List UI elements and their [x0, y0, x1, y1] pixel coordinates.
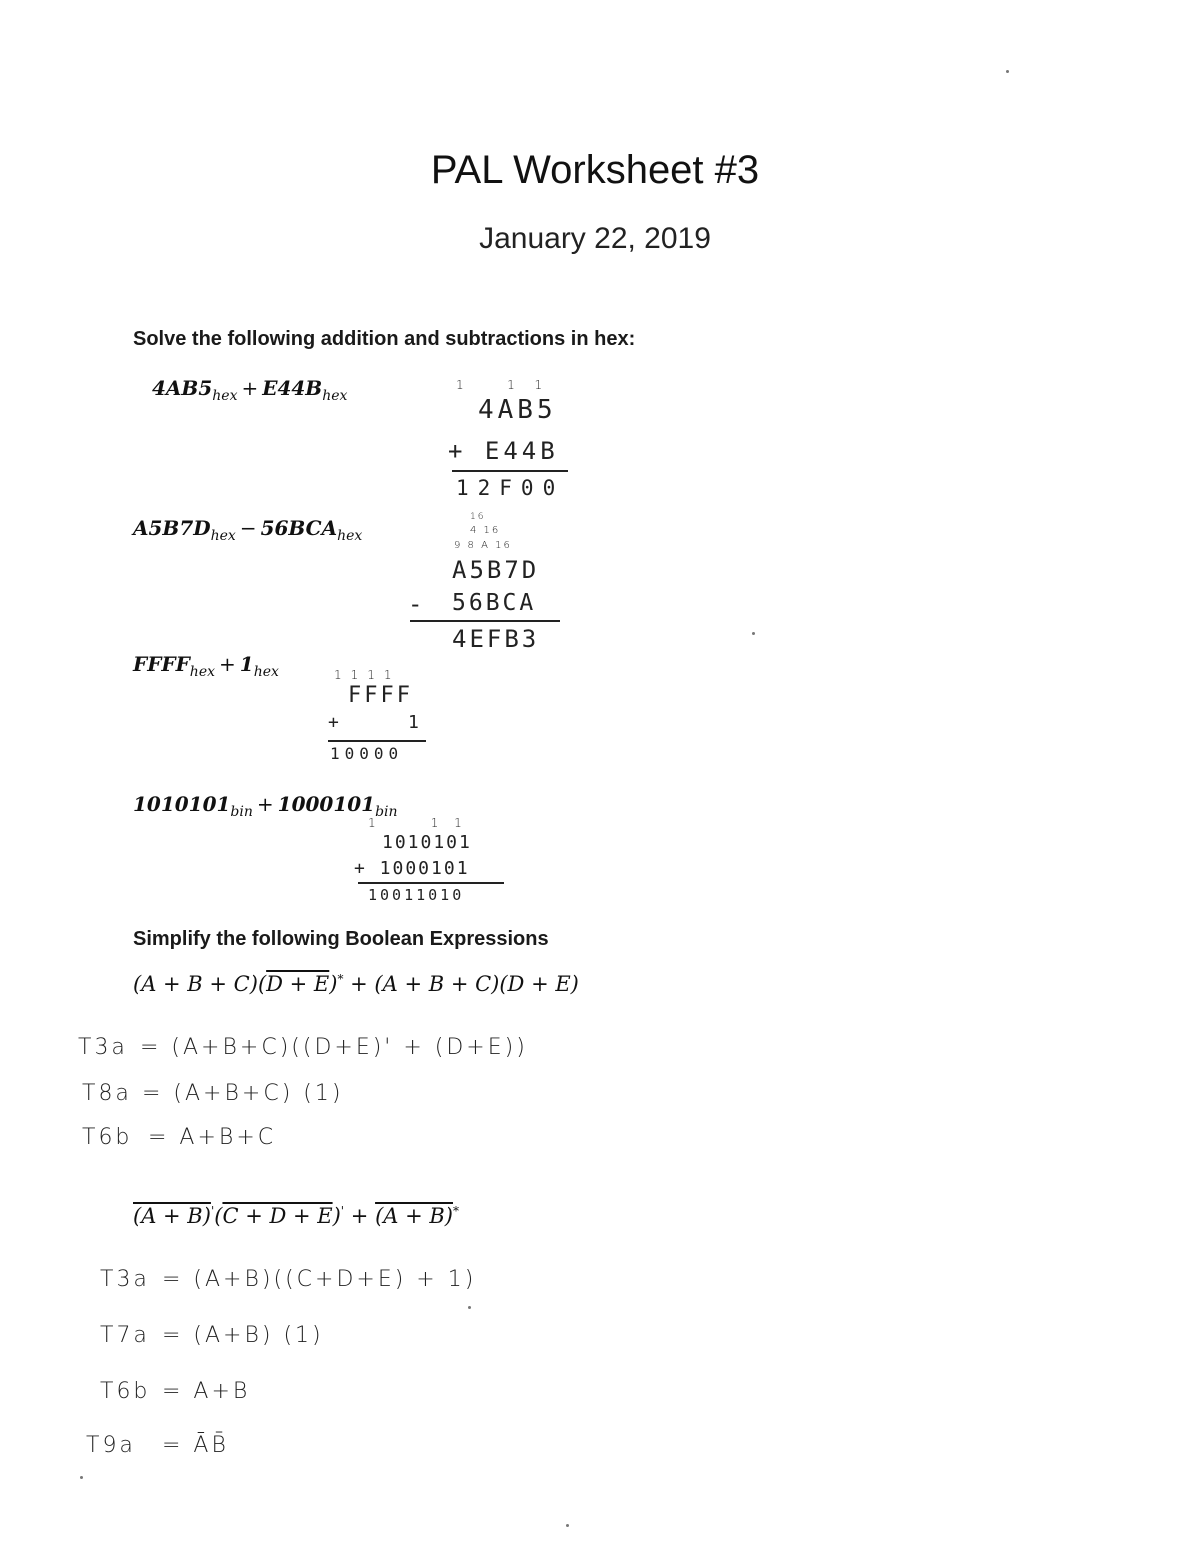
problem-3-b: 1 [239, 652, 254, 676]
problem-4-a-sub: bin [230, 804, 253, 820]
expr-1-step-2 [62, 1056, 343, 1106]
section-heading-boolean: Simplify the following Boolean Expressions [133, 928, 549, 950]
expr-2-prime-3: * [453, 1204, 459, 1218]
expr-2-step-2 [80, 1298, 324, 1348]
expr-2-step-4-text: = ĀB̄ [162, 1433, 229, 1458]
problem-1-top: 4AB5 [478, 395, 557, 425]
problem-4-top: 1010101 [382, 832, 472, 853]
expr-1-step-1 [58, 1010, 528, 1060]
scan-speck [566, 1524, 569, 1527]
problem-3-top: FFFF [348, 683, 413, 708]
problem-1-op: + [241, 376, 259, 400]
expr-1-prime: * [337, 972, 344, 986]
expr-2-step-3-label: T6b [100, 1379, 151, 1404]
problem-4-sum-line [358, 882, 504, 884]
problem-4 [133, 792, 398, 820]
problem-4-carries: 1 1 1 [368, 816, 468, 830]
problem-1-result: 12F00 [456, 476, 565, 500]
problem-2-borrow-3: 9 8 A 16 [454, 540, 512, 551]
expr-2-step-1 [80, 1242, 476, 1292]
expr-2-step-2-text: = (A+B) (1) [162, 1323, 324, 1348]
problem-3-plus: + [328, 712, 343, 733]
problem-3-second: 1 [408, 712, 423, 733]
problem-2-b-sub: hex [337, 528, 363, 544]
problem-2-a-sub: hex [210, 528, 236, 544]
problem-3-sum-line [328, 740, 426, 742]
expr-2-step-3 [80, 1354, 250, 1404]
boolean-expression-2 [133, 1204, 459, 1228]
problem-3-op: + [219, 652, 236, 676]
problem-1-sum-line [452, 470, 568, 472]
expr-2-open: ( [214, 1204, 223, 1228]
expr-2-close: ) [332, 1204, 341, 1228]
problem-3 [133, 652, 279, 680]
boolean-expression-1 [133, 972, 579, 996]
problem-4-result: 10011010 [368, 886, 465, 904]
problem-2-borrow-2: 4 16 [470, 525, 501, 536]
problem-1 [152, 376, 347, 404]
expr-2-plus: + [344, 1204, 376, 1228]
problem-2-borrow-1: 16 [470, 512, 486, 522]
expr-2-bar-1: (A + B) [133, 1204, 211, 1228]
page-title: PAL Worksheet #3 [430, 148, 760, 192]
problem-1-b: E44B [262, 376, 323, 400]
problem-4-a: 1010101 [133, 792, 231, 816]
problem-4-second: + 1000101 [354, 858, 470, 879]
scan-speck [1006, 70, 1009, 73]
expr-2-bar-2: C + D + E [222, 1204, 333, 1228]
expr-2-step-1-label: T3a [100, 1267, 150, 1292]
problem-1-b-sub: hex [322, 388, 348, 404]
problem-2-b: 56BCA [260, 516, 338, 540]
expr-2-prime-1: ' [210, 1204, 215, 1218]
page-date: January 22, 2019 [479, 222, 711, 255]
expr-2-step-1-text: = (A+B)((C+D+E) + 1) [162, 1267, 477, 1292]
expr-1-part1-end: ) [329, 972, 338, 996]
expr-1-step-3-label: T6b [82, 1125, 133, 1150]
problem-2-top: A5B7D [452, 556, 540, 584]
problem-2-diff-line [410, 620, 560, 622]
expr-2-step-3-text: = A+B [162, 1379, 251, 1404]
problem-1-a: 4AB5 [152, 376, 213, 400]
expr-1-step-2-label: T8a [82, 1081, 132, 1106]
expr-2-step-4 [66, 1408, 229, 1458]
problem-2-a: A5B7D [133, 516, 211, 540]
problem-2-second: 56BCA [452, 590, 537, 616]
expr-1-step-3-text: = A+B+C [148, 1125, 277, 1150]
problem-4-b-sub: bin [375, 804, 398, 820]
problem-3-a: FFFF [133, 652, 190, 676]
expr-2-bar-3: (A + B) [375, 1204, 453, 1228]
problem-2-result: 4EFB3 [452, 625, 540, 653]
expr-2-step-2-label: T7a [100, 1323, 150, 1348]
expr-2-prime-2: ' [340, 1204, 345, 1218]
expr-1-step-1-label: T3a [78, 1035, 128, 1060]
problem-2 [133, 516, 362, 544]
section-heading-hex: Solve the following addition and subtractions in hex: [133, 328, 636, 350]
expr-2-step-4-label: T9a [86, 1433, 136, 1458]
expr-1-step-3 [62, 1100, 276, 1150]
problem-4-b: 1000101 [277, 792, 376, 816]
expr-1-step-2-text: = (A+B+C) (1) [142, 1081, 344, 1106]
problem-3-a-sub: hex [189, 664, 215, 680]
problem-1-carries: 1 1 1 [456, 378, 551, 392]
problem-1-a-sub: hex [212, 388, 238, 404]
expr-1-part1: (A + B + C)( [133, 972, 267, 996]
problem-3-carries: 1111 [334, 668, 401, 682]
problem-2-minus: - [408, 590, 427, 618]
problem-3-b-sub: hex [253, 664, 279, 680]
problem-4-op: + [256, 792, 274, 816]
expr-1-bar: D + E [266, 972, 330, 996]
scan-speck [468, 1306, 471, 1309]
expr-1-part2: + (A + B + C)(D + E) [343, 972, 579, 996]
problem-3-result: 10000 [330, 744, 404, 763]
problem-2-op: − [239, 516, 257, 540]
expr-1-step-1-text: = (A+B+C)((D+E)' + (D+E)) [140, 1035, 528, 1060]
scan-speck [80, 1476, 83, 1479]
problem-1-second: + E44B [448, 437, 559, 465]
scan-speck [752, 632, 755, 635]
